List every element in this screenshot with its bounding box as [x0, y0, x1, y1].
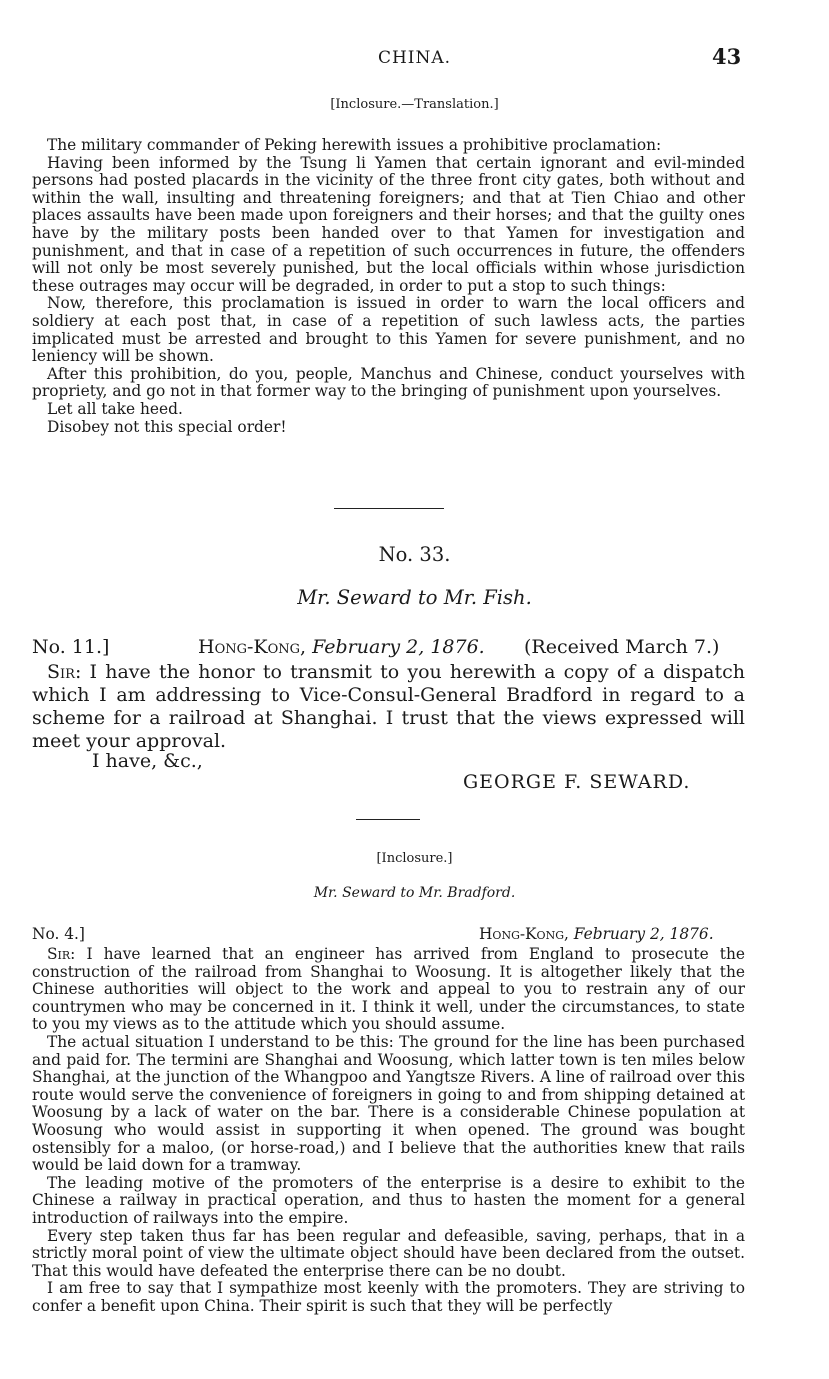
inclosure-salutation: Sir: — [47, 945, 76, 963]
page-number: 43 — [712, 44, 742, 69]
inclosure-paragraph: The leading motive of the promoters of the enterprise is a desire to exhibit to the Chinese a railway in practical operation, and thus to hasten the moment for a general introduction of railways into the empire. — [32, 1173, 745, 1227]
inclosure-label-translation: [Inclosure.—Translation.] — [330, 97, 499, 112]
document-number: No. 33. — [378, 543, 451, 566]
letter-salutation: Sir: — [47, 661, 82, 683]
inclosure-dateline — [479, 925, 714, 943]
letter-received: (Received March 7.) — [524, 636, 720, 658]
inclosure-paragraph: Every step taken thus far has been regular and defeasible, saving, perhaps, that in a strictly moral point of view the ultimate object should have been declared from the outset. That this would have defeated the enterprise there can be no doubt. — [32, 1226, 745, 1280]
proclamation-paragraph: Having been informed by the Tsung li Yamen that certain ignorant and evil-minded persons had posted placards in the vicinity of the three front city gates, both without and within the wall, insulting and threatening foreigners; and that at Tien Chiao and other places assaults have been made upon foreigners and their horses; and that the guilty ones have by the military posts been handed over to that Yamen for investigation and punishment, and that in case of a repetition of such occurrences in future, the offenders will not only be most severely punished, but the local officials within whose jurisdiction these outrages may occur will be degraded, in order to put a stop to such things: — [32, 153, 745, 295]
inclosure-date: February 2, 1876. — [573, 925, 714, 943]
inclosure-body — [32, 946, 745, 1315]
proclamation-paragraph: The military commander of Peking herewith issues a prohibitive proclamation: — [47, 136, 662, 154]
inclosure-title: Mr. Seward to Mr. Bradford. — [313, 885, 516, 901]
section-divider-short — [356, 819, 420, 820]
letter-signature: GEORGE F. SEWARD. — [463, 771, 691, 793]
letter-dateline — [198, 636, 485, 658]
proclamation-paragraph: After this prohibition, do you, people, Manchus and Chinese, conduct yourselves with propriety, and go not in that former way to the bringing of punishment upon yourselves. — [32, 364, 745, 401]
inclosure-paragraph: I am free to say that I sympathize most keenly with the promoters. They are striving to confer a benefit upon China. Their spirit is such that they will be perfectly — [32, 1279, 745, 1315]
letter-date: February 2, 1876. — [312, 636, 485, 658]
running-title: CHINA. — [377, 48, 452, 68]
document-title: Mr. Seward to Mr. Fish. — [297, 586, 532, 609]
section-divider — [334, 508, 444, 509]
proclamation-paragraph: Disobey not this special order! — [47, 417, 287, 436]
proclamation-paragraph: Now, therefore, this proclamation is issued in order to warn the local officers and soldiery at each post that, in case of a repetition of such lawless acts, the parties implicated must be arrested and brought to this Yamen for severe punishment, and no leniency will be shown. — [32, 294, 745, 366]
proclamation-paragraph: Let all take heed. — [47, 399, 183, 418]
letter-place: Hong-Kong, — [198, 636, 307, 658]
proclamation-text — [32, 137, 745, 436]
inclosure-label: [Inclosure.] — [376, 851, 453, 866]
inclosure-paragraph: I have learned that an engineer has arrived from England to prosecute the construction of the railroad from Shanghai to Woosung. It is altogether likely that the Chinese authorities will object to the work and appeal to you to restrain any of our countrymen who may be concerned in it. I think it well, under the circumstances, to state to you my views as to the attitude which you should assume. — [32, 945, 745, 1034]
letter-closing: I have, &c., — [92, 750, 203, 772]
inclosure-ref-number: No. 4.] — [32, 925, 85, 943]
inclosure-place: Hong-Kong, — [479, 925, 569, 943]
letter-body — [32, 661, 745, 753]
inclosure-paragraph: The actual situation I understand to be this: The ground for the line has been purchased and paid for. The termini are Shanghai and Woosung, which latter town is ten miles below Shanghai, at the junction of the Whangpoo and Yangtsze Rivers. A line of railroad over this route would serve the convenience of foreigners in going to and from shipping detained at Woosung by a lack of water on the bar. There is a considerable Chinese population at Woosung who would assist in supporting it when opened. The ground was bought ostensibly for a maloo, (or horse-road,) and I believe that the authorities knew that rails would be laid down for a tramway. — [32, 1032, 745, 1175]
letter-body-text: I have the honor to transmit to you herewith a copy of a dispatch which I am addressing to Vice-Consul-General Bradford in regard to a scheme for a railroad at Shanghai. I trust that the views expressed will meet your approval. — [32, 661, 745, 752]
letter-ref-number: No. 11.] — [32, 636, 110, 658]
